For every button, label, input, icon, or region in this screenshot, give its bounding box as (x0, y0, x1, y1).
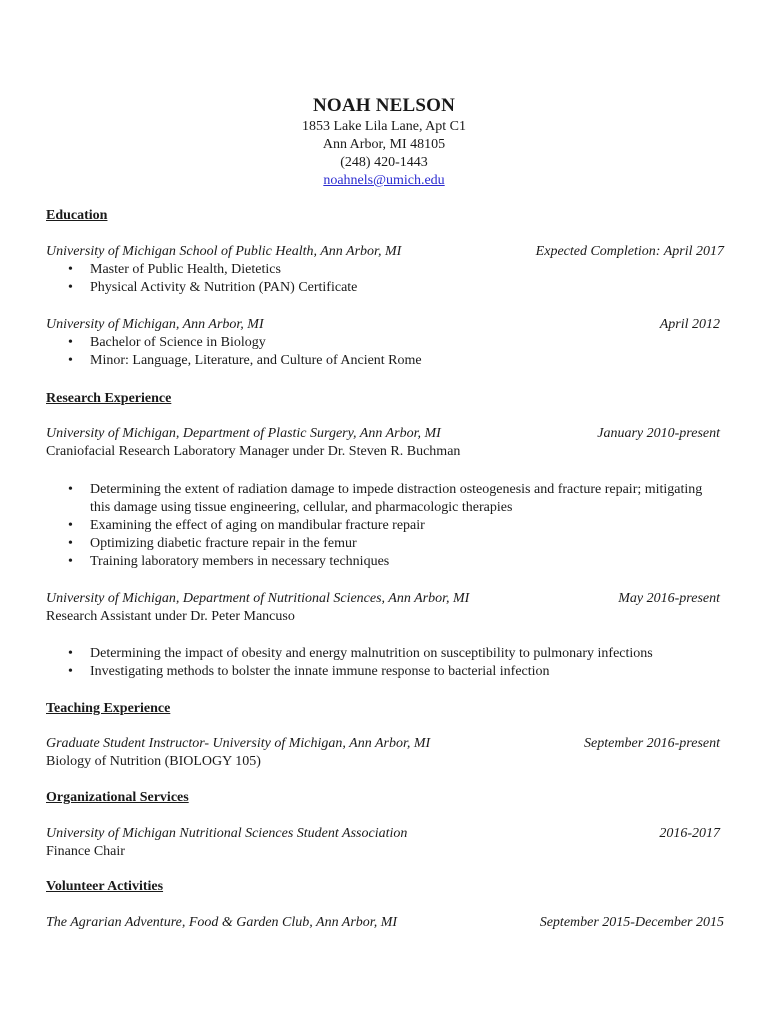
address-line-2: Ann Arbor, MI 48105 (322, 137, 446, 152)
list-item: • Investigating methods to bolster the innate immune response to bacterial infection (46, 663, 724, 681)
phone-number: (248) 420-1443 (340, 155, 428, 170)
research-entry-nutritional-sciences (46, 590, 724, 626)
entry-date: May 2016-present (618, 591, 720, 606)
entry-date: September 2015-December 2015 (539, 915, 724, 930)
entry-organization: University of Michigan School of Public Health, Ann Arbor, MI (46, 244, 402, 259)
list-item: • Examining the effect of aging on mandibular fracture repair (46, 517, 706, 535)
entry-role: Research Assistant under Dr. Peter Mancuso (46, 609, 295, 624)
education-heading: Education (46, 208, 108, 223)
entry-organization: University of Michigan, Ann Arbor, MI (46, 317, 264, 332)
organizational-heading: Organizational Services (46, 790, 189, 805)
resume-header (0, 94, 768, 190)
list-item: • Master of Public Health, Dietetics (46, 261, 724, 279)
email-link[interactable]: noahnels@umich.edu (323, 173, 445, 188)
list-item: • Optimizing diabetic fracture repair in the femur (46, 535, 706, 553)
list-item: • Physical Activity & Nutrition (PAN) Certificate (46, 279, 724, 297)
entry-role: Craniofacial Research Laboratory Manager under Dr. Steven R. Buchman (46, 444, 461, 459)
teaching-section (46, 700, 724, 718)
address-line-1: 1853 Lake Lila Lane, Apt C1 (301, 119, 467, 134)
entry-date: January 2010-present (597, 426, 720, 441)
entry-role: Finance Chair (46, 844, 125, 859)
volunteer-section (46, 878, 724, 896)
research-bullets-nutritional-sciences (46, 645, 724, 681)
research-bullets-plastic-surgery (46, 481, 724, 571)
list-item: • Determining the extent of radiation damage to impede distraction osteogenesis and fracture repair; mitigating this damage using tissue engineering, cellular, and pharmacologic therapies (46, 481, 706, 517)
entry-date: September 2016-present (584, 736, 720, 751)
teaching-entry (46, 735, 724, 771)
teaching-heading: Teaching Experience (46, 701, 171, 716)
education-section (46, 207, 724, 225)
education-entry-mph (46, 243, 724, 297)
candidate-name: NOAH NELSON (312, 95, 456, 116)
research-heading: Research Experience (46, 391, 172, 406)
list-item: • Determining the impact of obesity and energy malnutrition on susceptibility to pulmonary infections (46, 645, 724, 663)
entry-date: Expected Completion: April 2017 (535, 244, 724, 259)
list-item: • Bachelor of Science in Biology (46, 334, 724, 352)
entry-organization: University of Michigan, Department of Nutritional Sciences, Ann Arbor, MI (46, 591, 470, 606)
organizational-entry (46, 825, 724, 861)
education-entry-bs (46, 316, 724, 370)
entry-organization: Graduate Student Instructor- University of Michigan, Ann Arbor, MI (46, 736, 431, 751)
entry-date: 2016-2017 (659, 826, 720, 841)
list-item: • Training laboratory members in necessary techniques (46, 553, 706, 571)
entry-organization: University of Michigan Nutritional Sciences Student Association (46, 826, 408, 841)
research-entry-plastic-surgery (46, 425, 724, 461)
list-item: • Minor: Language, Literature, and Culture of Ancient Rome (46, 352, 724, 370)
research-section (46, 390, 724, 408)
entry-organization: The Agrarian Adventure, Food & Garden Club, Ann Arbor, MI (46, 915, 398, 930)
organizational-section (46, 789, 724, 807)
entry-date: April 2012 (659, 317, 720, 332)
entry-organization: University of Michigan, Department of Plastic Surgery, Ann Arbor, MI (46, 426, 441, 441)
volunteer-heading: Volunteer Activities (46, 879, 164, 894)
entry-role: Biology of Nutrition (BIOLOGY 105) (46, 754, 261, 769)
volunteer-entry (46, 914, 724, 932)
